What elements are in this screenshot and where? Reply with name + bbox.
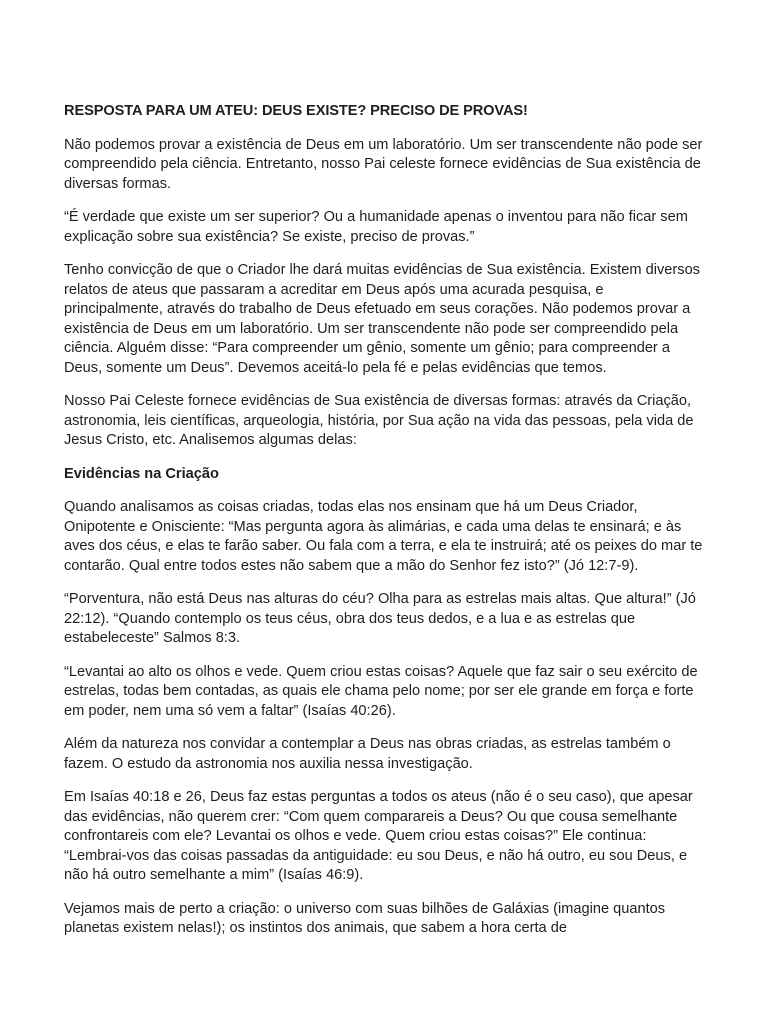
paragraph: Não podemos provar a existência de Deus em um laboratório. Um ser transcendente não pode ser compreendido pela ciência. Entretanto, nosso Pai celeste fornece evidências de Sua existência de diversas formas.	[64, 136, 703, 192]
document-page	[64, 96, 704, 953]
quote-paragraph: “É verdade que existe um ser superior? Ou a humanidade apenas o inventou para não ficar sem explicação sobre sua existência? Se existe, preciso de provas.”	[64, 209, 688, 245]
paragraph: Além da natureza nos convidar a contemplar a Deus nas obras criadas, as estrelas também o fazem. O estudo da astronomia nos auxilia nessa investigação.	[64, 736, 671, 772]
paragraph: Nosso Pai Celeste fornece evidências de Sua existência de diversas formas: através da Criação, astronomia, leis científicas, arqueologia, história, por Sua ação na vida das pessoas, pela vida de Jesus Cristo, etc. Analisemos algumas delas:	[64, 393, 694, 448]
paragraph: Vejamos mais de perto a criação: o universo com suas bilhões de Galáxias (imagine quantos planetas existem nelas!); os instintos dos animais, que sabem a hora certa de	[64, 900, 666, 936]
paragraph: “Levantai ao alto os olhos e vede. Quem criou estas coisas? Aquele que faz sair o seu exército de estrelas, todas bem contadas, as quais ele chama pelo nome; por ser ele grande em força e forte em poder, nem uma só vem a faltar” (Isaías 40:26).	[64, 663, 698, 719]
paragraph: Em Isaías 40:18 e 26, Deus faz estas perguntas a todos os ateus (não é o seu caso), que apesar das evidências, não querem crer: “Com quem comparareis a Deus? Ou que cousa semelhante confrontareis com ele? Levantai os olhos e vede. Quem criou estas coisas?” Ele continua: “Lembrai-vos das coisas passadas da antiguidade: eu sou Deus, e não há outro, eu sou Deus, e não há outro semelhante a mim” (Isaías 46:9).	[64, 789, 693, 883]
document-title: RESPOSTA PARA UM ATEU: DEUS EXISTE? PRECISO DE PROVAS!	[64, 103, 528, 119]
paragraph: “Porventura, não está Deus nas alturas do céu? Olha para as estrelas mais altas. Que altura!” (Jó 22:12). “Quando contemplo os teus céus, obra dos teus dedos, e a lua e as estrelas que estabeleceste” Salmos 8:3.	[64, 591, 696, 646]
paragraph: Quando analisamos as coisas criadas, todas elas nos ensinam que há um Deus Criador, Onipotente e Onisciente: “Mas pergunta agora às alimárias, e cada uma delas te ensinará; e às aves dos céus, e elas te farão saber. Ou fala com a terra, e ela te instruirá; até os peixes do mar te contarão. Qual entre todos estes não sabem que a mão do Senhor fez isto?” (Jó 12:7-9).	[64, 499, 703, 574]
section-heading: Evidências na Criação	[64, 465, 219, 482]
paragraph: Tenho convicção de que o Criador lhe dará muitas evidências de Sua existência. Existem diversos relatos de ateus que passaram a acreditar em Deus após uma acurada pesquisa, e principalmente, através do trabalho de Deus efetuado em seus corações. Não podemos provar a existência de Deus em um laboratório. Um ser transcendente não pode ser compreendido pela ciência. Alguém disse: “Para compreender um gênio, somente um gênio; para compreender a Deus, somente um Deus”. Devemos aceitá-lo pela fé e pelas evidências que temos.	[64, 262, 700, 376]
